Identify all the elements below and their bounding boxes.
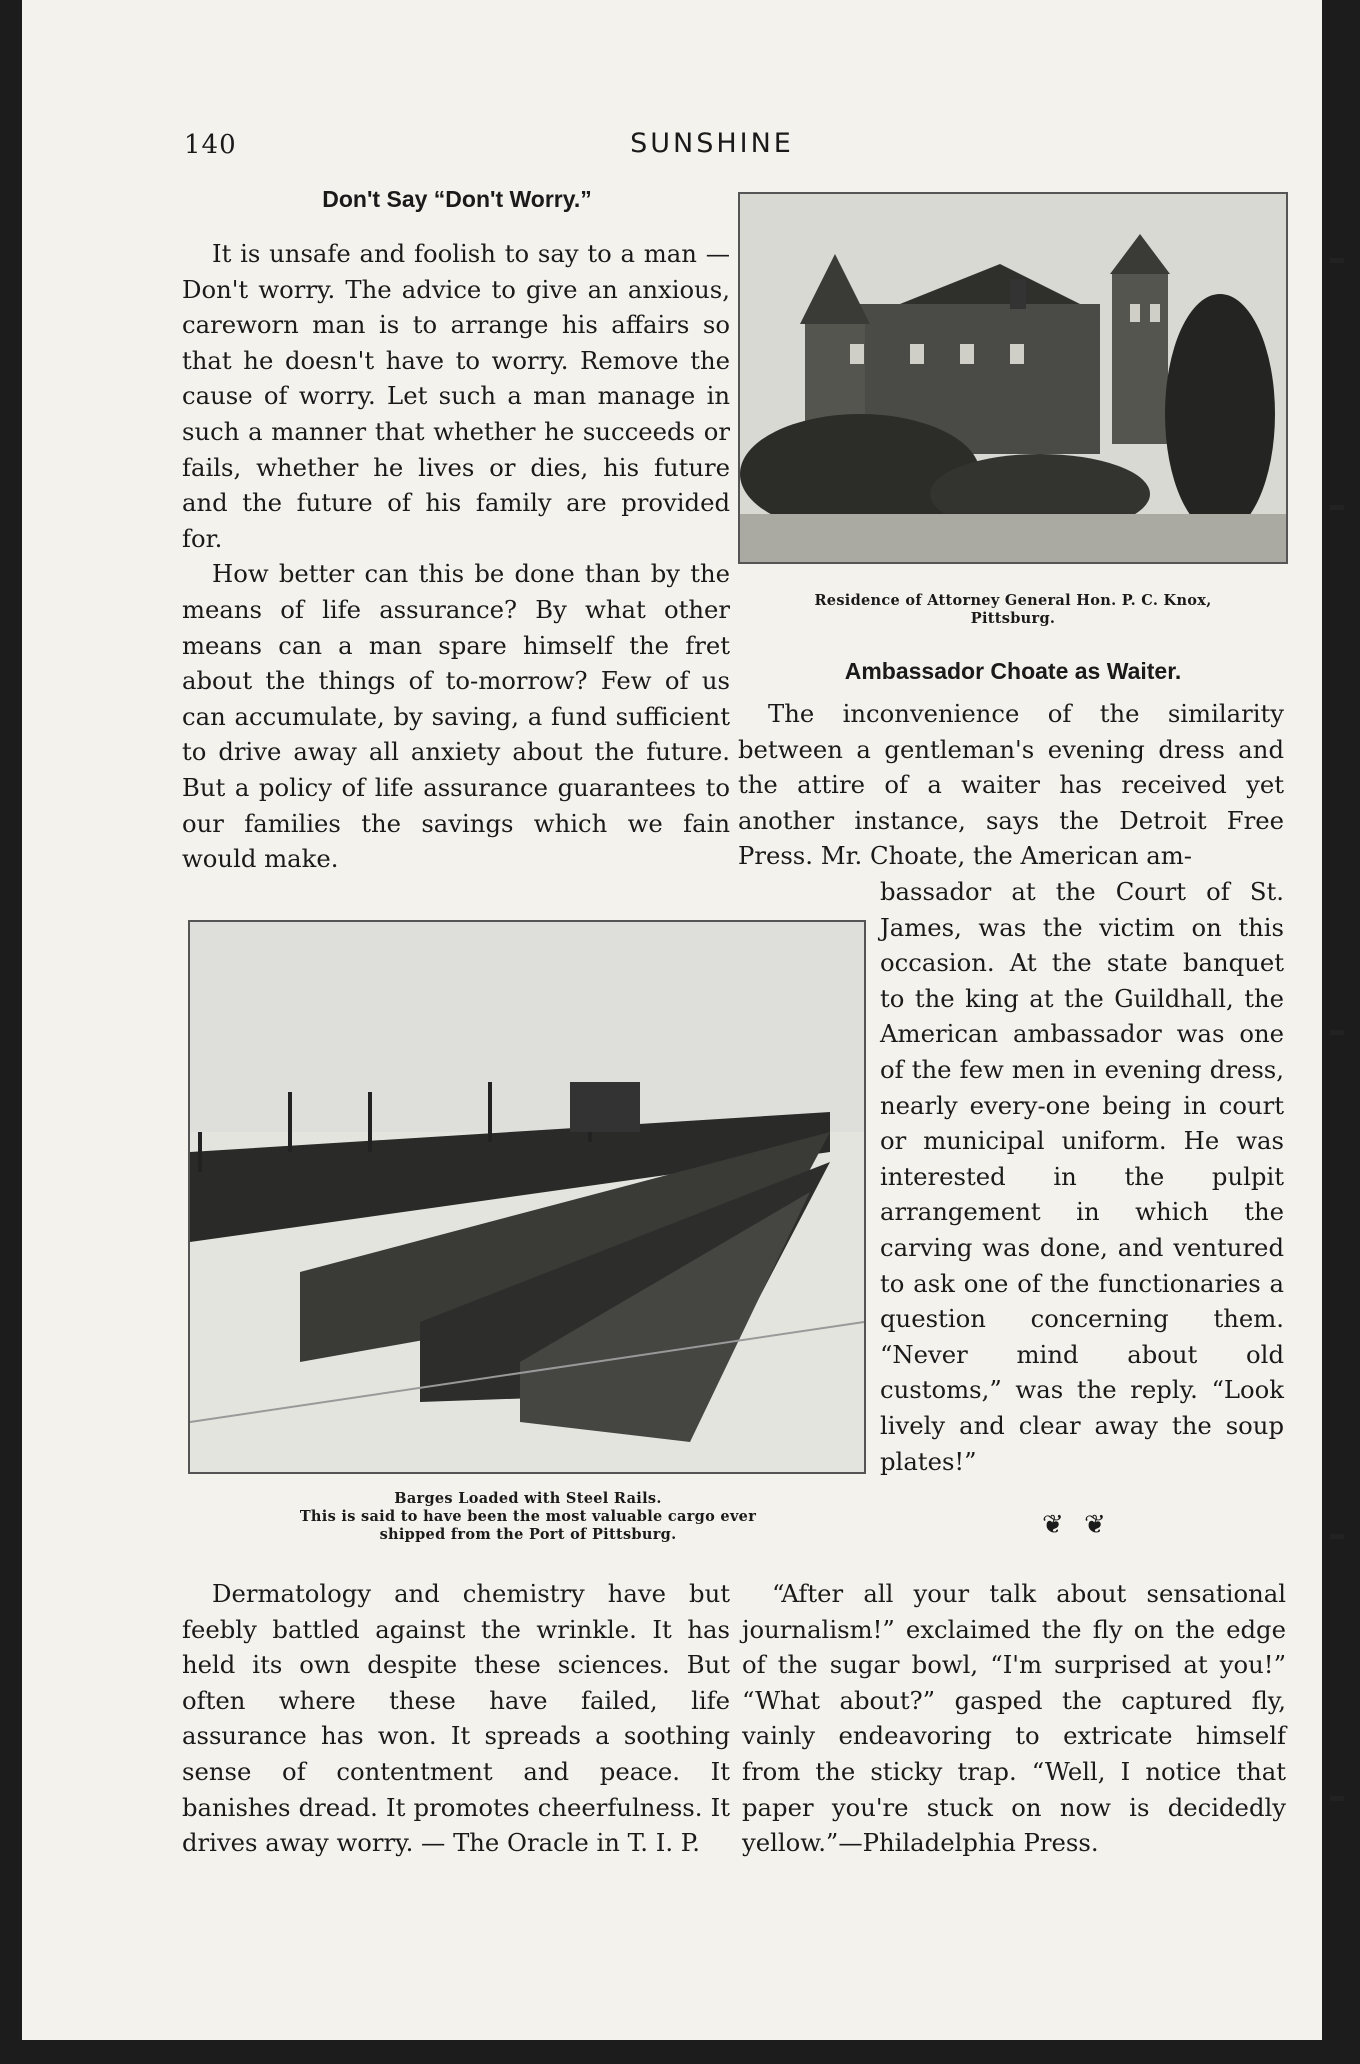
section-ornament: ❦ ❦	[1042, 1510, 1112, 1540]
running-title: SUNSHINE	[630, 128, 794, 159]
document-page	[22, 0, 1322, 2040]
article-title-choate: Ambassador Choate as Waiter.	[844, 658, 1182, 684]
caption-residence: Residence of Attorney General Hon. P. C. Knox, Pittsburg.	[814, 592, 1212, 627]
article-body-choate-rest: bassador at the Court of St. James, was the victim on this occasion. At the state banquet to the king at the Guildhall, the American ambassador was one of the few men in evening dress, nearly every-one being in court or municipal uniform. He was interested in the pulpit arrangement in which the carving was done, and ventured to ask one of the functionaries a question concerning them. “Never mind about old customs,” was the reply. “Look lively and clear away the soup plates!”	[880, 877, 1284, 1476]
paragraph: It is unsafe and foolish to say to a man —Don't worry. The advice to give an anxious, careworn man is to arrange his affairs so that he doesn't have to worry. Remove the cause of worry. Let such a man manage in such a manner that whether he succeeds or fails, whether he lives or dies, his future and the future of his family are provided for.	[182, 239, 730, 553]
edge-mark	[1330, 1796, 1344, 1801]
photo-barges	[188, 920, 866, 1474]
edge-mark	[1330, 258, 1344, 263]
article-body-choate-top: The inconvenience of the similarity between a gentleman's evening dress and the attire of a waiter has received yet another instance, says the Detroit Free Press. Mr. Choate, the American am-	[738, 699, 1284, 871]
article-body-fly: “After all your talk about sensational journalism!” exclaimed the fly on the edge of the sugar bowl, “I'm surprised at you!” “What about?” gasped the captured fly, vainly endeavoring to extricate himself from the sticky trap. “Well, I notice that paper you're stuck on now is decidedly yellow.”—Philadelphia Press.	[742, 1579, 1286, 1858]
barges-illustration	[190, 922, 864, 1472]
edge-mark	[1330, 1534, 1344, 1539]
caption-barges: Barges Loaded with Steel Rails. This is said to have been the most valuable cargo ever shipped from the Port of Pittsburg.	[299, 1490, 757, 1543]
edge-mark	[1330, 1030, 1344, 1035]
house-illustration	[740, 194, 1286, 562]
photo-residence	[738, 192, 1288, 564]
edge-mark	[1330, 505, 1344, 510]
article-title-dont-worry: Don't Say “Don't Worry.”	[322, 186, 592, 212]
paragraph: How better can this be done than by the means of life assurance? By what other means can a man spare himself the fret about the things of to-morrow? Few of us can accumulate, by saving, a fund sufficient to drive away all anxiety about the future. But a policy of life assurance guarantees to our families the savings which we fain would make.	[182, 559, 730, 874]
article-body-dermatology: Dermatology and chemistry have but feebly battled against the wrinkle. It has held its own despite these sciences. But often where these have failed, life assurance has won. It spreads a soothing sense of contentment and peace. It banishes dread. It promotes cheerfulness. It drives away worry. — The Oracle in T. I. P.	[182, 1579, 730, 1858]
page-number: 140	[184, 130, 237, 160]
article-body-dont-worry	[182, 236, 730, 877]
